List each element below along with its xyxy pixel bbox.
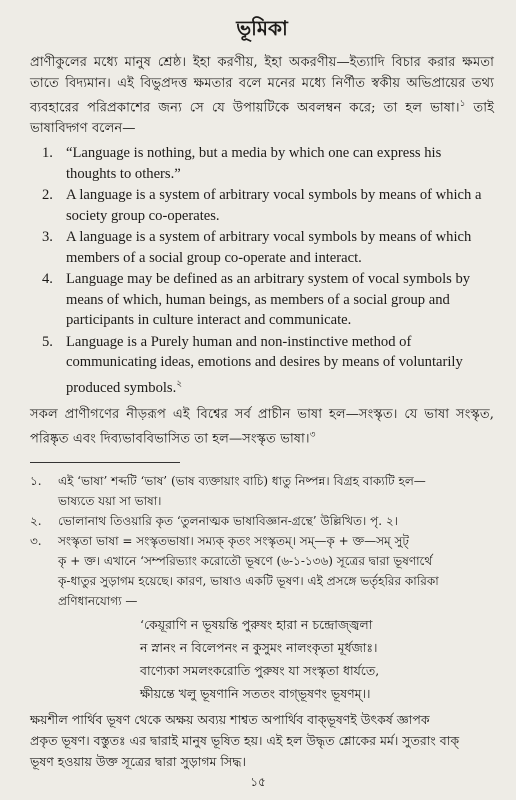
definition-text (66, 332, 494, 398)
definition-text: A language is a system of arbitrary vocal symbols by means of which members of a social group co-operate and interact. (66, 229, 472, 266)
verse-line: ‘কেয়ূরাণি ন ভূষয়ন্তি পুরুষং হারা ন চন্দ্রোজ্জ্বলা (140, 616, 373, 632)
footnote-line: কৃ-ধাতুর সুড়াগম হয়েছে। কারণ, ভাষাও একটি ভূষণ। এই প্রসঙ্গে ভর্তৃহরির কারিকা (58, 573, 439, 588)
intro-tail-text: তাই ভাষাবিদ্গণ বলেন— (30, 100, 494, 137)
definition-text: “Language is nothing, but a media by which one can express his thoughts to others.” (66, 145, 442, 182)
definition-item (42, 332, 494, 398)
definition-number: 1. (42, 145, 53, 162)
definition-number: 2. (42, 187, 53, 204)
definition-text: A language is a system of arbitrary vocal symbols by means of which a society group co-operates. (66, 187, 482, 224)
intro-paragraph (30, 52, 494, 139)
definition-number: 5. (42, 333, 53, 350)
footnote-line: প্রণিধানযোগ্য — (58, 593, 138, 608)
footnote-number: ৩. (30, 533, 42, 548)
footnote-line: ভোলানাথ তিওয়ারি কৃত ‘তুলনাত্মক ভাষাবিজ্ঞান-গ্রন্থে’ উল্লিখিত। পৃ. ২। (58, 513, 398, 528)
intro-text: প্রাণীকুলের মধ্যে মানুষ শ্রেষ্ঠ। ইহা করণীয়, ইহা অকরণীয়—ইত্যাদি বিচার করার ক্ষমতা তাতে বিদ্যমান। এই বিভুপ্রদত্ত ক্ষমতার বলে মনের মধ্যে নির্ণীত স্বকীয় অভিপ্রায়ের তথ্য ব্যবহারের পরিপ্রকাশের জন্য সে যে উপায়টিকে অবলম্বন করে; তা হল ভাষা। (30, 55, 494, 116)
definition-item (42, 143, 494, 184)
footnote-line: সংস্কৃতা ভাষা = সংস্কৃতভাষা। সম্যক্ কৃতং সংস্কৃতম্। সম্—কৃ + ক্ত—সম্ সুট্ (58, 533, 409, 548)
footnote-number: ১. (30, 473, 42, 488)
verse-line: ন স্নানং ন বিলেপনং ন কুসুমং নালংকৃতা মূর্ধজাঃ। (140, 639, 378, 655)
closing-line: প্রকৃত ভূষণ। বস্তুতঃ এর দ্বারাই মানুষ ভূষিত হয়। এই হল উদ্ধৃত শ্লোকের মর্ম। সুতরাং বাক্ (30, 732, 460, 748)
footnote-divider (30, 462, 180, 463)
closing-line: ভূষণ হওয়ায় উক্ত সূত্রের দ্বারা সুড়াগম সিদ্ধ। (30, 753, 246, 769)
definition-item (42, 269, 494, 331)
footnote-ref-1: ১ (459, 99, 466, 109)
footnote-text (58, 511, 494, 531)
definition-number: 3. (42, 229, 53, 246)
footnote-text (58, 471, 494, 511)
verse-line: বাণ্যেকা সমলংকরোতি পুরুষং যা সংস্কৃতা ধার্যতে, (140, 662, 380, 678)
definition-text-body: Language is a Purely human and non-instinctive method of communicating ideas, emotions and desires by means of voluntarily produced symbols. (66, 333, 463, 396)
footnote-2 (30, 511, 494, 531)
footnote-line: ভাষ্যতে যয়া সা ভাষা। (58, 493, 162, 508)
verse-line: ক্ষীয়ন্তে খলু ভূষণানি সততং বাগ্‌ভূষণং ভূষণম্।। (140, 685, 371, 701)
sanskrit-text: সকল প্রাণীগণের নীড়রূপ এই বিশ্বের সর্ব প্রাচীন ভাষা হল—সংস্কৃত। যে ভাষা সংস্কৃত, পরিষ্কৃত এবং দিব্যভাববিভাসিত তা হল—সংস্কৃত ভাষা। (30, 407, 494, 447)
definition-number: 4. (42, 271, 53, 288)
footnote-3 (30, 531, 494, 611)
sanskrit-paragraph (30, 404, 494, 449)
verse-block (30, 613, 494, 705)
footnote-text (58, 531, 494, 611)
page-title: ভূমিকা (236, 16, 288, 40)
definition-item (42, 185, 494, 226)
definition-item (42, 227, 494, 268)
footnote-line: কৃ + ক্ত। এখানে ‘সম্পরিভ্যাং করোতৌ ভূষণে (৬-১-১৩৬) সূত্রের দ্বারা ভূষণার্থে (58, 553, 433, 568)
closing-paragraph (30, 709, 494, 772)
footnote-ref-2: ২ (176, 377, 183, 388)
closing-line: ক্ষয়শীল পার্থিব ভূষণ থেকে অক্ষয় অব্যয় শাশ্বত অপার্থিব বাক্‌ভূষণই উৎকর্ষ জ্ঞাপক (30, 711, 430, 727)
language-definitions-list (30, 143, 494, 398)
footnote-ref-3: ৩ (309, 430, 316, 441)
definition-text: Language may be defined as an arbitrary system of vocal symbols by means of which, human beings, as members of a social group and participants in culture interact and communicate. (66, 271, 471, 329)
footnote-number: ২. (30, 513, 42, 528)
page-number: ১৫ (250, 775, 266, 789)
footnote-1 (30, 471, 494, 511)
footnote-line: এই ‘ভাষা’ শব্দটি ‘ভাষ’ (ভাষ ব্যক্তায়াং বাচি) ধাতু নিষ্পন্ন। বিগ্রহ বাক্যটি হল— (58, 473, 426, 488)
